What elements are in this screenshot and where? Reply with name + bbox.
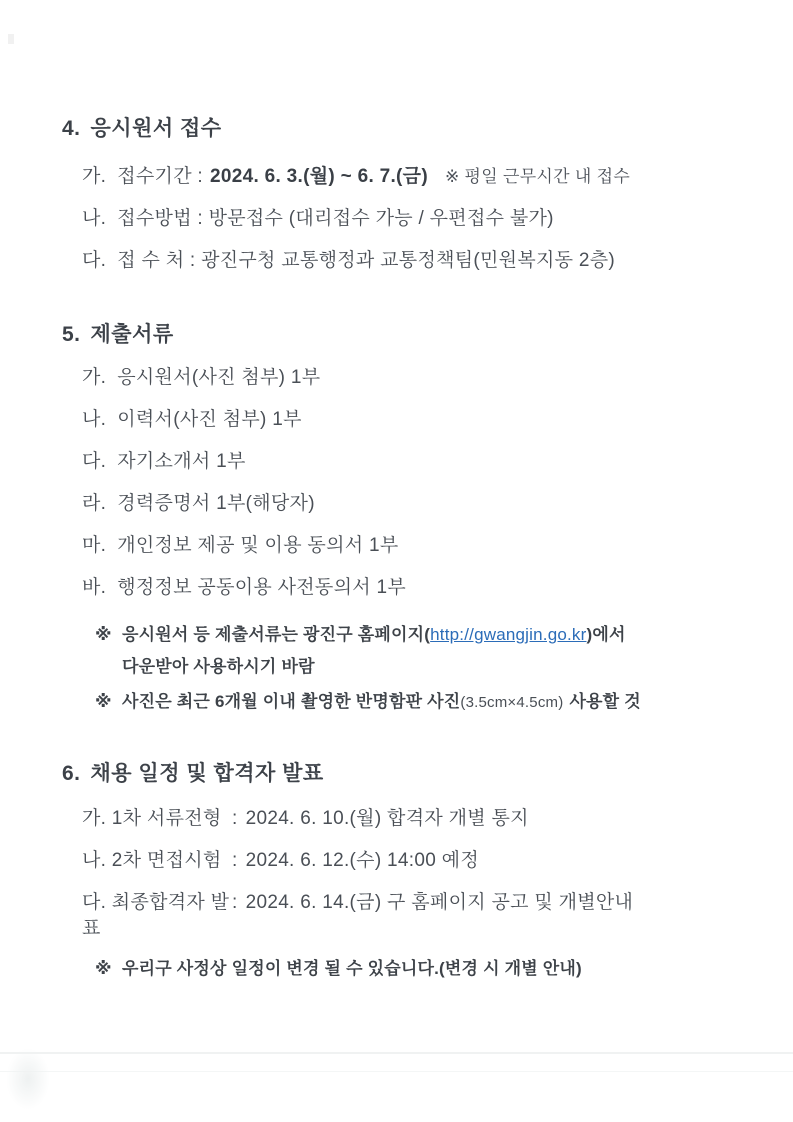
- item-label: 다.: [82, 250, 107, 271]
- section-title: 응시원서 접수: [90, 117, 222, 140]
- note-after-link: )에서: [586, 625, 626, 644]
- section-number: 5.: [62, 323, 81, 346]
- note-after-paren: 사용할 것: [569, 692, 641, 711]
- section4-item-reception-period: [82, 164, 793, 190]
- note-text: 우리구 사정상 일정이 변경 될 수 있습니다.(변경 시 개별 안내): [122, 959, 582, 978]
- item-label: 가.: [82, 367, 107, 388]
- section4-item-reception-place: [82, 248, 793, 274]
- item-label: 다.: [82, 451, 107, 472]
- item-text: 접 수 처 : 광진구청 교통행정과 교통정책팀(민원복지동 2층): [117, 250, 616, 271]
- schedule-colon: :: [232, 892, 238, 913]
- note-schedule-change: [95, 957, 793, 981]
- item-label: 라.: [82, 493, 107, 514]
- schedule-value: 2024. 6. 14.(금) 구 홈페이지 공고 및 개별안내: [245, 892, 634, 913]
- schedule-row-final-announcement: [82, 890, 793, 942]
- reference-mark: ※: [95, 959, 112, 978]
- reference-mark: ※: [95, 625, 112, 644]
- schedule-row-interview: [82, 848, 793, 874]
- section4-item-reception-method: [82, 206, 793, 232]
- item-text: 자기소개서 1부: [117, 451, 246, 472]
- item-label: 가.: [82, 166, 107, 187]
- note-before-paren: 사진은 최근 6개월 이내 촬영한 반명함판 사진: [122, 692, 461, 711]
- note-submission-download: [95, 623, 793, 647]
- schedule-colon: :: [232, 808, 238, 829]
- schedule-row-document-screening: [82, 806, 793, 832]
- note-submission-download-line2: 다운받아 사용하시기 바람: [122, 657, 315, 676]
- schedule-colon: :: [232, 850, 238, 871]
- section-number: 4.: [62, 117, 81, 140]
- section5-item-self-introduction: [82, 449, 793, 475]
- item-text: 이력서(사진 첨부) 1부: [117, 409, 302, 430]
- schedule-value: 2024. 6. 10.(월) 합격자 개별 통지: [245, 808, 529, 829]
- item-label: 마.: [82, 535, 107, 556]
- item-text: 개인정보 제공 및 이용 동의서 1부: [117, 535, 399, 556]
- section5-item-application-form: [82, 365, 793, 391]
- item-text: 행정정보 공동이용 사전동의서 1부: [117, 577, 406, 598]
- schedule-label: 다. 최종합격자 발표: [82, 892, 230, 939]
- reception-period-value: 2024. 6. 3.(월) ~ 6. 7.(금): [210, 166, 428, 187]
- scan-artifact: [6, 1048, 50, 1110]
- item-label: 나.: [82, 409, 107, 430]
- section-number: 6.: [62, 762, 81, 785]
- note-before-link: 응시원서 등 제출서류는 광진구 홈페이지(: [122, 625, 431, 644]
- item-label: 바.: [82, 577, 107, 598]
- note-text: [122, 690, 793, 715]
- schedule-value: 2024. 6. 12.(수) 14:00 예정: [245, 850, 479, 871]
- field-name: 접수기간 :: [117, 166, 204, 187]
- note-photo-requirement: [95, 690, 793, 715]
- weekday-hours-note: ※ 평일 근무시간 내 접수: [444, 167, 631, 186]
- schedule-label: 가. 1차 서류전형: [82, 808, 222, 829]
- section5-item-privacy-consent: [82, 533, 793, 559]
- section5-item-resume: [82, 407, 793, 433]
- note-text: [122, 623, 793, 647]
- section-title: 제출서류: [90, 323, 174, 346]
- section-4-heading: [62, 116, 793, 142]
- section-title: 채용 일정 및 합격자 발표: [90, 762, 324, 785]
- section-5-heading: [62, 322, 793, 348]
- reference-mark: ※: [95, 692, 112, 711]
- gwangjin-homepage-link[interactable]: http://gwangjin.go.kr: [430, 625, 587, 644]
- item-text: 경력증명서 1부(해당자): [117, 493, 315, 514]
- item-text: 응시원서(사진 첨부) 1부: [117, 367, 321, 388]
- scan-artifact: [0, 1071, 793, 1072]
- section5-item-admin-info-consent: [82, 575, 793, 601]
- scan-artifact: [0, 1052, 793, 1054]
- section-6-heading: [62, 761, 793, 787]
- item-label: 나.: [82, 208, 107, 229]
- section5-item-career-certificate: [82, 491, 793, 517]
- schedule-label: 나. 2차 면접시험: [82, 850, 222, 871]
- item-text: 접수방법 : 방문접수 (대리접수 가능 / 우편접수 불가): [117, 208, 554, 229]
- photo-size-spec: (3.5cm×4.5cm): [460, 694, 564, 711]
